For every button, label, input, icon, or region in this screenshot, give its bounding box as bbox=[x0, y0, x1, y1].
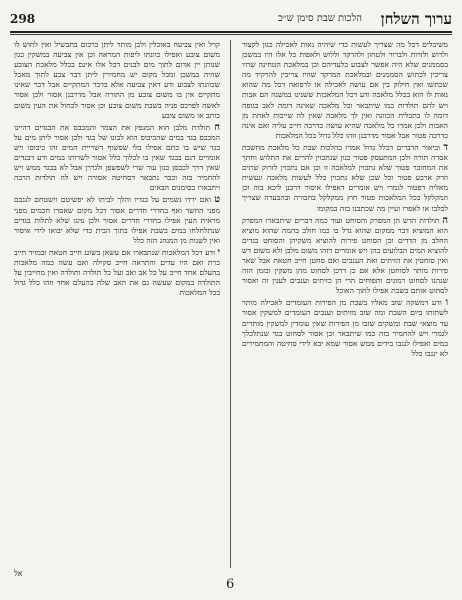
paragraph-marker: ה bbox=[442, 214, 448, 226]
paragraph bbox=[14, 248, 220, 298]
paragraph-text: ואם ירדו גשמים על בגדיו והלך לביתו לא יפשיטם וישטחם לנגבם מפני החשד ואף בחדרי חדרים אסור דכל מקום שאסרו חכמים מפני מראית העין אפילו בחדרי חדרים אסור ולכן נהגו שלא לתלות בגדים שנתלחלחו במים בשבת אפילו בתוך הבית כדי שלא יבואו לידי איסור ואין לשנות מן המנהג הזה כלל bbox=[14, 195, 220, 245]
paragraph-text: תולדת מלבן הוא המנפץ את הצמר והמכבס את הבגדים דהיינו המכבס בגד במים שהכיבוס הוא לבונו של בגד ולכן אסור ליתן מים על בגד שיש בו כתם אפילו בלי שפשוף דשריית המים זהו כיבוסו ויש אומרים דגם בבגד שאין בו לכלוך כלל אסור לשרותו במים ודע דבגדים שאין דרך לכבסן כגון עור שרי לשפשפן ולגררן אבל לא בבגד ממש ויש להחמיר בזה וכבר נתבאר דסחיטה אסורה ויש לה תולדות הרבה ויתבארו בסימנים הבאים bbox=[14, 122, 220, 193]
left-column bbox=[14, 40, 220, 568]
paragraph-text: תולדות הדש הן המפרק והסוחט ועוד כמה דברים שיתבארו המפרק הוא המוציא דבר ממקום שהוא גדל בו כמו חולב בהמה שהוא מוציא החלב מן הדדים וכן הסוחט פירות להוציא משקיהן והסוחט בגדים להוציא המים הבלועים בהן ויש אומרים דזהו משום מלבן ולא משום דש ואין סוחטין את הזיתים ואת הענבים ואם סחטן חייב חטאת אבל שאר פירות מותר לסוחטן אלא אם כן דרכן לסחוט מהן משקין ובזמן הזה שנהגו לסחוט רמונים ותפוחים הרי הן כזיתים וענבים לענין זה ואסור לסחוט אותם בשבת אפילו לתוך האוכל bbox=[242, 215, 448, 296]
paragraph-text: משיבלים דכל מה שצריך לעשות כדי שיהיה נאות לאכילה כגון לקצור ולדוש ולזרות ולברור ולטחון ולהרקד וללוש ולאפות כל אלו היו במשכן בסממנים שלא היה אפשר לצבוע בלעדיהם וכן במלאכת הטחינה שהיו צריכין לכתוש הסממנים ובמלאכת המרקד שהיו צריכין להרקיד מה שכתשו ואין חילוק בין אם עושה לאכילה או לרפואה דכל מה שהוא נאות לו הוא בכלל מלאכה ודע דכל המלאכות ששנינו במשנה הם אבות ויש להם תולדות כמו שיתבאר וכל מלאכה שאינה דומה לאב בגופה דומה לו בתכלית הכוונה ואין לך מלאכה שאין לה שייכות לאחת מן האבות ולכן אמרו כל מלאכה שהיא עושה כדרכה חייב עליה ואם אינה כדרכה פטור אבל אסור מדרבנן וזהו כלל גדול בכל המלאכות bbox=[242, 40, 448, 140]
paragraph-text: ודע דכל המלאכות שנתבארו אם עשאן בשוגג חייב חטאת ובמזיד חייב כרת ואם היו עדים והתראה חייב סקילה ואם עשה כמה מלאכות בהעלם אחד חייב על כל אב ואב ועל כל תולדה ותולדה ואין מחייבין על התולדה במקום שעשה גם את האב שלה בהעלם אחד וזהו כלל גדול בכל המלאכות bbox=[14, 247, 220, 298]
column-divider bbox=[230, 40, 231, 568]
paragraph-marker: י bbox=[217, 246, 220, 258]
catchword: אל bbox=[14, 569, 23, 578]
paragraph-text: קויל ואין צביעה באוכלין ולכן מותר ליתן כרכום בתבשיל ואין לחוש לו משום צובע ואפילו כוונתו ליפות המראה וכן אין צביעה במשקין כגון שנותן יין אדום לתוך מים לבנים דכל אלו אינם בכלל מלאכת הצובע שהיה במשכן ומכל מקום יש מחמירין ליתן דבר צבע לתוך מאכל שכוונתו לצבוע ודע דאין צביעה אלא בדבר המתקיים אבל דבר שאינו מתקיים אין בו משום צובע מן התורה אבל מדרבנן אסור ולכן אסור לאשה לפרכס פניה בשבת משום צובע וכן אסור לכחול את העין משום כותב או משום צובע bbox=[14, 40, 220, 120]
paragraph-text: ודע דמשקה שזב מאליו בשבת מן הפירות העומדים לאכילה מותר לשתותו ביום השבת ומה שזב מזיתים וענבים העומדים למשקין אסור עד מוצאי שבת ומשקים שזבו מן הפירות שאין עומדין למשקין מותרים לגמרי ויש להחמיר בזה כמו שיתבאר וכן אסור לסחוט בגד שנתלכלך במים ואפילו לנגבו בידים ממש אסור שמא יבא לידי סחיטה והמחמירים לא ינגבו כלל bbox=[242, 298, 448, 358]
right-column bbox=[242, 40, 448, 568]
running-title: ערוך השלחן bbox=[380, 10, 452, 28]
paragraph bbox=[242, 40, 448, 141]
paragraph bbox=[14, 40, 220, 121]
header-rule bbox=[10, 31, 452, 33]
paragraph bbox=[14, 195, 220, 245]
page-number: 298 bbox=[10, 12, 36, 26]
section-title: הלכות שבת סימן ש״כ bbox=[277, 13, 362, 24]
paragraph-marker: ו bbox=[445, 297, 448, 309]
paragraph-text: וביאור הדברים דכלל גדול אמרו בהלכות שבת כל מלאכת מחשבת אסרה תורה ולכן המתעסק פטור כגון שנתכוין להרים את התלוש וחתך את המחובר פטור שלא נתכוין למלאכה זו וכן אם נתכוין לזרוק שתים וזרק ארבע פטור וכל שכן שלא נתכוין כלל לעשות מלאכה ונעשית מאליה דפטור לגמרי ויש אומרים דאפילו איסור דרבנן ליכא בזה וכן המקלקל בכל המלאכות פטור חוץ ממקלקל בחבורה ובהבערה שצריך לכלבו או לאפרו ועיין מה שכתבנו בזה במקומו bbox=[242, 142, 448, 213]
paragraph bbox=[242, 143, 448, 214]
paragraph bbox=[242, 216, 448, 297]
paragraph-marker: ט bbox=[214, 194, 220, 206]
header-rule-thin bbox=[10, 34, 452, 35]
page-header bbox=[10, 8, 452, 30]
footer-number: 6 bbox=[226, 577, 235, 592]
paragraph bbox=[242, 298, 448, 359]
paragraph bbox=[14, 123, 220, 194]
paragraph-marker: ד bbox=[443, 141, 448, 153]
paragraph-marker: ח bbox=[214, 121, 220, 133]
